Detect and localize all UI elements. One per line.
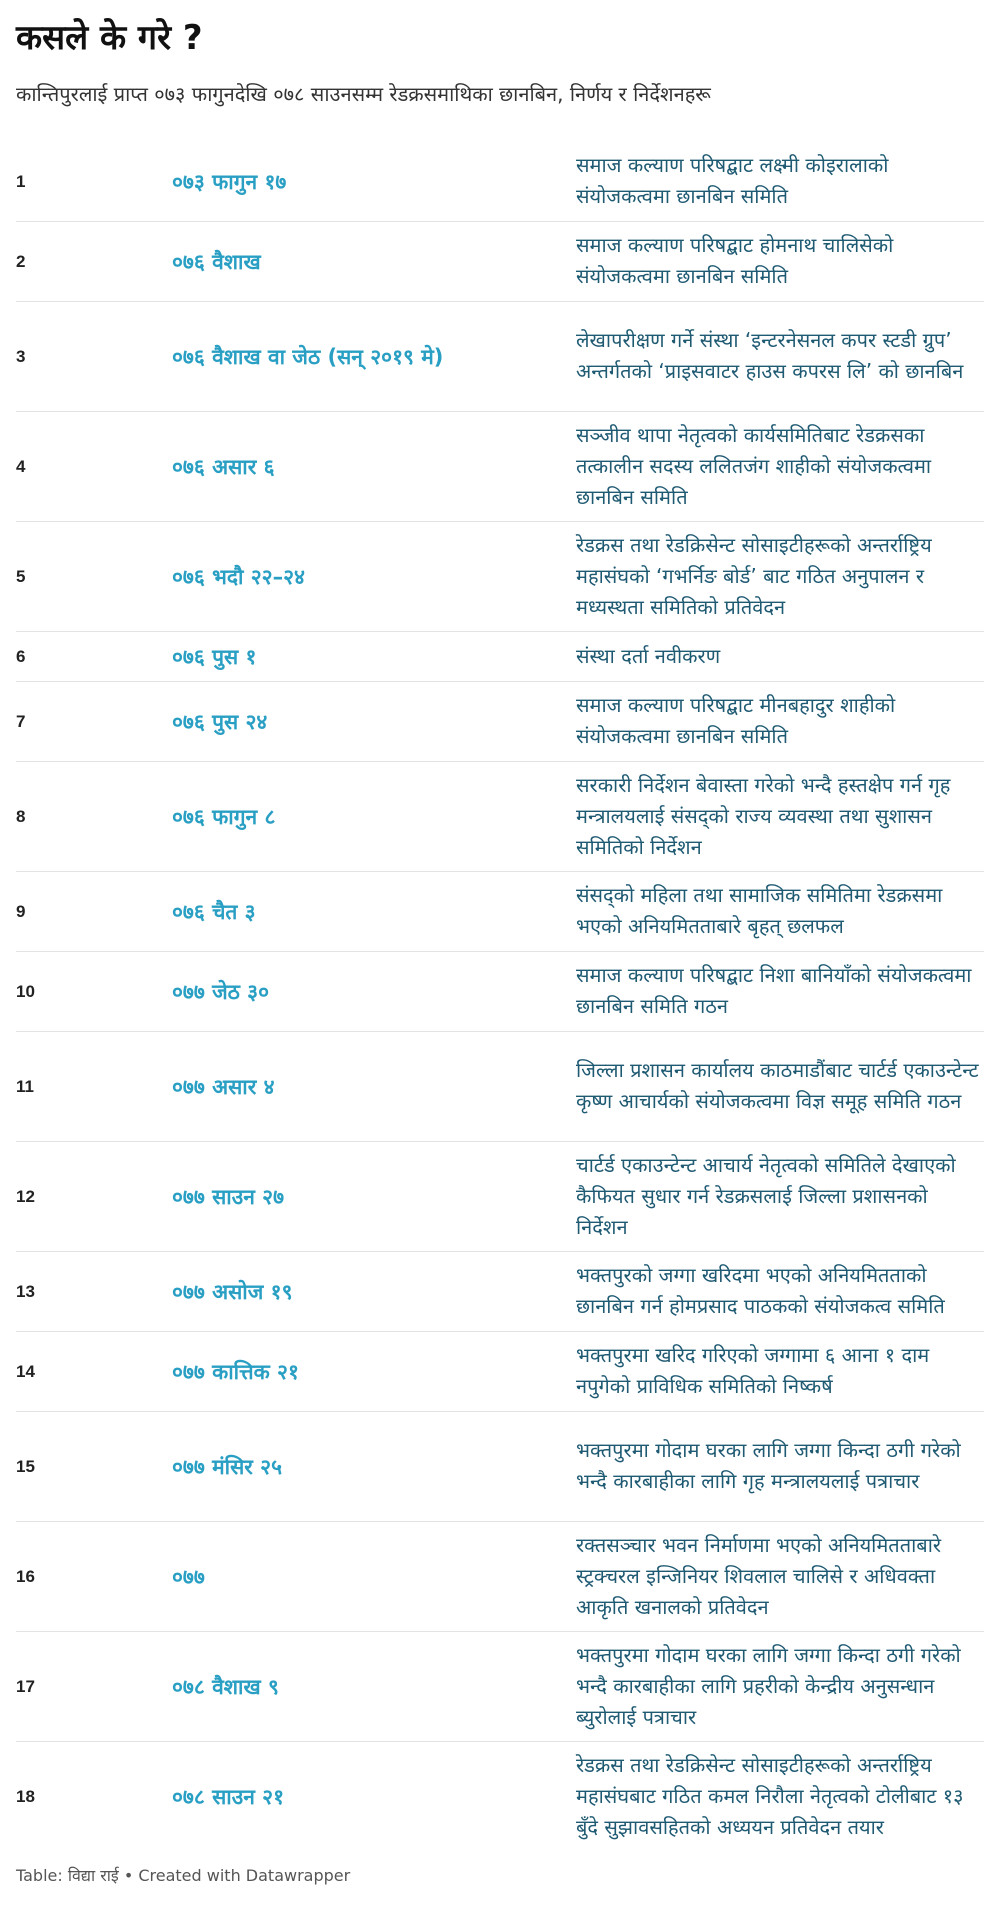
events-table <box>16 142 984 1852</box>
row-date: ०७६ वैशाख <box>172 249 261 274</box>
row-date: ०७७ मंसिर २५ <box>172 1454 283 1479</box>
row-description: समाज कल्याण परिषद्बाट होमनाथ चालिसेको संयोजकत्वमा छानबिन समिति <box>576 233 894 288</box>
row-description: लेखापरीक्षण गर्ने संस्था ‘इन्टरनेसनल कपर स्टडी ग्रुप’ अन्तर्गतको ‘प्राइसवाटर हाउस कपरस लि’ को छानबिन <box>576 328 964 383</box>
row-date: ०७७ असोज १९ <box>172 1279 293 1304</box>
row-date: ०७६ फागुन ८ <box>172 804 276 829</box>
row-description: जिल्ला प्रशासन कार्यालय काठमाडौंबाट चार्टर्ड एकाउन्टेन्ट कृष्ण आचार्यको संयोजकत्वमा विज्ञ समूह समिति गठन <box>576 1058 979 1113</box>
table-row <box>16 1742 984 1852</box>
row-date: ०७६ पुस १ <box>172 644 257 669</box>
row-description: संस्था दर्ता नवीकरण <box>576 643 721 668</box>
row-number: 17 <box>16 1676 35 1696</box>
row-number: 13 <box>16 1281 35 1301</box>
row-number: 9 <box>16 901 26 921</box>
row-date: ०७७ असार ४ <box>172 1074 275 1099</box>
row-date: ०७६ वैशाख वा जेठ (सन् २०१९ मे) <box>172 344 444 369</box>
row-date: ०७७ जेठ ३० <box>172 979 270 1004</box>
table-row <box>16 142 984 222</box>
row-description: रक्तसञ्चार भवन निर्माणमा भएको अनियमितताबारे स्ट्रक्चरल इन्जिनियर शिवलाल चालिसे र अधिवक्ता आकृति खनालको प्रतिवेदन <box>576 1532 942 1619</box>
row-number: 3 <box>16 346 26 366</box>
row-number: 10 <box>16 981 35 1001</box>
row-date: ०७६ चैत ३ <box>172 899 256 924</box>
row-number: 8 <box>16 806 26 826</box>
row-description: भक्तपुरमा गोदाम घरका लागि जग्गा किन्दा ठगी गरेको भन्दै कारबाहीका लागि गृह मन्त्रालयलाई पत्राचार <box>576 1438 961 1493</box>
row-date: ०७७ कात्तिक २१ <box>172 1359 299 1384</box>
table-row <box>16 522 984 632</box>
page-title: कसले के गरे ? <box>16 18 203 58</box>
table-row <box>16 1032 984 1142</box>
row-description: समाज कल्याण परिषद्बाट निशा बानियाँको संयोजकत्वमा छानबिन समिति गठन <box>576 963 972 1018</box>
row-number: 15 <box>16 1456 35 1476</box>
row-date: ०७६ भदौ २२–२४ <box>172 564 305 589</box>
row-description: भक्तपुरमा गोदाम घरका लागि जग्गा किन्दा ठगी गरेको भन्दै कारबाहीका लागि प्रहरीको केन्द्रीय अनुसन्धान ब्युरोलाई पत्राचार <box>576 1642 961 1729</box>
row-number: 5 <box>16 566 26 586</box>
row-number: 6 <box>16 646 26 666</box>
row-description: समाज कल्याण परिषद्बाट लक्ष्मी कोइरालाको संयोजकत्वमा छानबिन समिति <box>576 153 889 208</box>
table-row <box>16 1412 984 1522</box>
table-row <box>16 1252 984 1332</box>
row-description: भक्तपुरको जग्गा खरिदमा भएको अनियमितताको छानबिन गर्न होमप्रसाद पाठकको संयोजकत्व समिति <box>576 1263 945 1318</box>
row-date: ०७६ असार ६ <box>172 454 275 479</box>
row-description: भक्तपुरमा खरिद गरिएको जग्गामा ६ आना १ दाम नपुगेको प्राविधिक समितिको निष्कर्ष <box>576 1343 930 1398</box>
table-row <box>16 222 984 302</box>
row-number: 16 <box>16 1566 35 1586</box>
row-date: ०७३ फागुन १७ <box>172 169 287 194</box>
row-number: 1 <box>16 171 26 191</box>
table-row <box>16 302 984 412</box>
table-row <box>16 682 984 762</box>
row-description: चार्टर्ड एकाउन्टेन्ट आचार्य नेतृत्वको समितिले देखाएको कैफियत सुधार गर्न रेडक्रसलाई जिल्ला प्रशासनको निर्देशन <box>576 1152 956 1239</box>
table-row <box>16 632 984 682</box>
row-date: ०७८ साउन २१ <box>172 1785 285 1809</box>
footer-credit: Table: विद्या राई • Created with Datawrapper <box>16 1866 351 1885</box>
row-description: समाज कल्याण परिषद्बाट मीनबहादुर शाहीको संयोजकत्वमा छानबिन समिति <box>576 693 896 748</box>
table-row <box>16 1142 984 1252</box>
row-number: 18 <box>16 1787 35 1806</box>
row-description: रेडक्रस तथा रेडक्रिसेन्ट सोसाइटीहरूको अन्तर्राष्ट्रिय महासंघको ‘गभर्निङ बोर्ड’ बाट गठित अनुपालन र मध्यस्थता समितिको प्रतिवेदन <box>576 532 932 619</box>
row-number: 11 <box>16 1076 34 1096</box>
row-date: ०७७ साउन २७ <box>172 1184 285 1209</box>
row-description: सञ्जीव थापा नेतृत्वको कार्यसमितिबाट रेडक्रसका तत्कालीन सदस्य ललितजंग शाहीको संयोजकत्वमा छानबिन समिति <box>576 422 932 509</box>
row-description: संसद्को महिला तथा सामाजिक समितिमा रेडक्रसमा भएको अनियमितताबारे बृहत् छलफल <box>576 883 943 938</box>
table-row <box>16 952 984 1032</box>
row-number: 12 <box>16 1186 35 1206</box>
page-subtitle: कान्तिपुरलाई प्राप्त ०७३ फागुनदेखि ०७८ साउनसम्म रेडक्रसमाथिका छानबिन, निर्णय र निर्देशनहरू <box>16 82 711 106</box>
row-number: 4 <box>16 456 26 476</box>
row-date: ०७६ पुस २४ <box>172 709 268 734</box>
row-number: 7 <box>16 711 26 731</box>
row-date: ०७७ <box>172 1564 205 1589</box>
row-number: 14 <box>16 1361 35 1381</box>
row-date: ०७८ वैशाख ९ <box>172 1674 279 1699</box>
table-row <box>16 762 984 872</box>
table-row <box>16 1332 984 1412</box>
table-row <box>16 1632 984 1742</box>
table-row <box>16 1522 984 1632</box>
row-number: 2 <box>16 251 26 271</box>
row-description: सरकारी निर्देशन बेवास्ता गरेको भन्दै हस्तक्षेप गर्न गृह मन्त्रालयलाई संसद्को राज्य व्यवस्था तथा सुशासन समितिको निर्देशन <box>576 772 951 859</box>
table-row <box>16 872 984 952</box>
row-description: रेडक्रस तथा रेडक्रिसेन्ट सोसाइटीहरूको अन्तर्राष्ट्रिय महासंघबाट गठित कमल निरौला नेतृत्वको टोलीबाट १३ बुँदे सुझावसहितको अध्ययन प्रतिवेदन तयार <box>576 1753 964 1839</box>
table-row <box>16 412 984 522</box>
